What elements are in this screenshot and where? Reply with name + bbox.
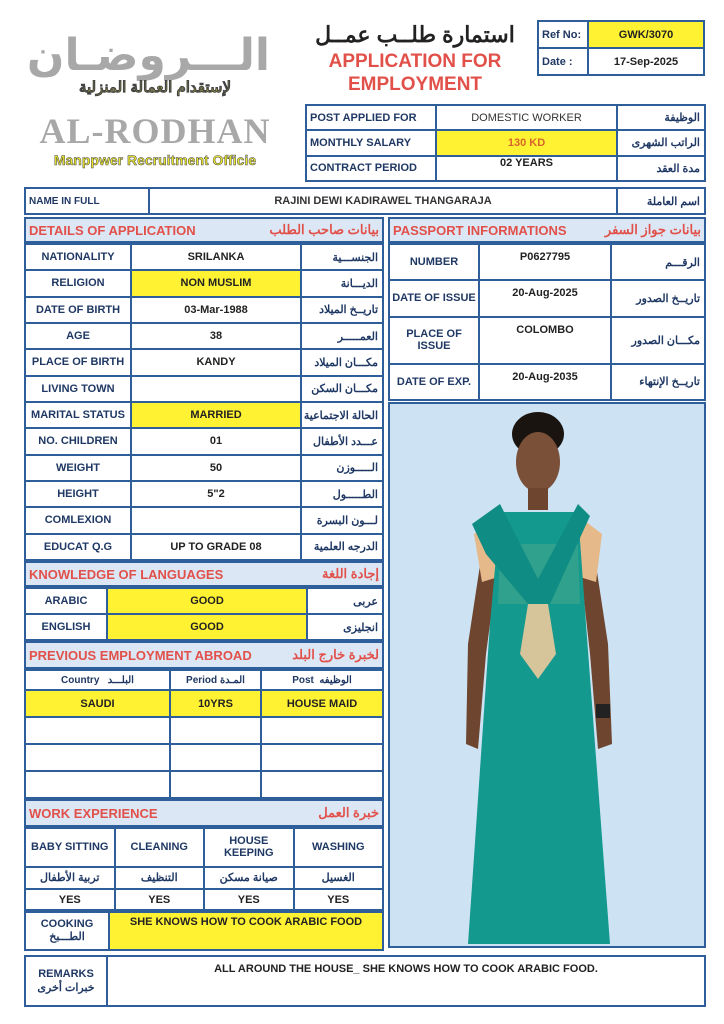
cooking-label bbox=[25, 912, 109, 950]
previous-empty-row bbox=[25, 717, 383, 744]
ref-label: Ref No: bbox=[538, 21, 588, 48]
cooking-label-ar: الطـــبخ bbox=[49, 931, 85, 943]
previous-col-country bbox=[25, 670, 170, 690]
details-row bbox=[25, 428, 383, 454]
languages-table bbox=[24, 587, 384, 641]
neck-shape bbox=[528, 488, 548, 510]
language-value: GOOD bbox=[107, 614, 307, 640]
work-skill-ar: تربية الأطفال bbox=[25, 867, 115, 889]
contract-label-ar: مدة العقد bbox=[617, 156, 705, 181]
work-skill-en: WASHING bbox=[294, 828, 384, 867]
previous-country: SAUDI bbox=[25, 690, 170, 717]
details-label: LIVING TOWN bbox=[25, 376, 131, 402]
work-skill-value: YES bbox=[294, 889, 384, 910]
work-experience-header bbox=[24, 799, 384, 827]
previous-col-period bbox=[170, 670, 261, 690]
date-label: Date : bbox=[538, 48, 588, 75]
work-skill-value: YES bbox=[115, 889, 205, 910]
details-row bbox=[25, 507, 383, 533]
details-value bbox=[131, 376, 301, 402]
post-label-ar: الوظيفة bbox=[617, 105, 705, 130]
face-shape bbox=[516, 432, 560, 492]
work-skill-ar: التنظيف bbox=[115, 867, 205, 889]
details-label-ar: الجنســـية bbox=[301, 244, 383, 270]
previous-title-ar: لخبرة خارج البلد bbox=[292, 647, 379, 662]
language-label-ar: عربى bbox=[307, 588, 383, 614]
remarks-label-ar: خبرات أخرى bbox=[37, 982, 95, 994]
previous-header-row bbox=[25, 670, 383, 690]
details-row bbox=[25, 455, 383, 481]
previous-col-post bbox=[261, 670, 383, 690]
previous-empty-row bbox=[25, 771, 383, 798]
details-label: HEIGHT bbox=[25, 481, 131, 507]
details-label-ar: تاريــخ الميلاد bbox=[301, 297, 383, 323]
details-value: 38 bbox=[131, 323, 301, 349]
reference-box bbox=[537, 20, 705, 76]
passport-label-ar: تاريــخ الصدور bbox=[611, 280, 705, 316]
post-row bbox=[306, 105, 705, 130]
passport-section-header bbox=[388, 217, 706, 243]
contract-row bbox=[306, 156, 705, 181]
remarks-label-en: REMARKS bbox=[38, 968, 94, 980]
details-label: MARITAL STATUS bbox=[25, 402, 131, 428]
passport-title: PASSPORT INFORMATIONS bbox=[393, 222, 567, 238]
details-row bbox=[25, 376, 383, 402]
date-value: 17-Sep-2025 bbox=[588, 48, 704, 75]
details-value: SRILANKA bbox=[131, 244, 301, 270]
post-value: DOMESTIC WORKER bbox=[436, 105, 617, 130]
work-skill-en: BABY SITTING bbox=[25, 828, 115, 867]
remarks-value: ALL AROUND THE HOUSE_ SHE KNOWS HOW TO COOK ARABIC FOOD. bbox=[107, 956, 705, 1006]
contract-value: 02 YEARS bbox=[436, 156, 617, 181]
work-skill-ar: صيانة مسكن bbox=[204, 867, 294, 889]
language-label: ARABIC bbox=[25, 588, 107, 614]
salary-label: MONTHLY SALARY bbox=[306, 130, 436, 155]
form-title-arabic: استمارة طلــب عمــل bbox=[315, 22, 515, 47]
col-country-en: Country bbox=[61, 674, 100, 686]
details-row bbox=[25, 481, 383, 507]
details-row bbox=[25, 297, 383, 323]
passport-label-ar: الرقـــم bbox=[611, 244, 705, 280]
details-row bbox=[25, 323, 383, 349]
details-label-ar: الـــــوزن bbox=[301, 455, 383, 481]
full-name-value: RAJINI DEWI KADIRAWEL THANGARAJA bbox=[149, 188, 617, 214]
col-post-en: Post bbox=[292, 674, 314, 686]
details-value: 03-Mar-1988 bbox=[131, 297, 301, 323]
col-period-en: Period bbox=[186, 674, 218, 686]
passport-row bbox=[389, 364, 705, 400]
post-label: POST APPLIED FOR bbox=[306, 105, 436, 130]
details-label: NATIONALITY bbox=[25, 244, 131, 270]
logo-arabic-name: الـــروضـان bbox=[26, 30, 270, 81]
cooking-value: SHE KNOWS HOW TO COOK ARABIC FOOD bbox=[109, 912, 383, 950]
work-title: WORK EXPERIENCE bbox=[29, 805, 158, 821]
name-label: NAME IN FULL bbox=[25, 188, 149, 214]
details-value: MARRIED bbox=[131, 402, 301, 428]
details-label: PLACE OF BIRTH bbox=[25, 349, 131, 375]
work-title-ar: خبرة العمل bbox=[318, 805, 379, 820]
form-title: APPLICATION FOR EMPLOYMENT bbox=[328, 51, 502, 95]
passport-label-ar: تاريــخ الإنتهاء bbox=[611, 364, 705, 400]
language-label-ar: انجليزى bbox=[307, 614, 383, 640]
details-value: 01 bbox=[131, 428, 301, 454]
details-label: RELIGION bbox=[25, 270, 131, 296]
details-label: DATE OF BIRTH bbox=[25, 297, 131, 323]
cooking-row bbox=[24, 911, 384, 951]
details-row bbox=[25, 349, 383, 375]
details-label-ar: الطـــــول bbox=[301, 481, 383, 507]
work-ar-row bbox=[25, 867, 383, 889]
name-label-ar: اسم العاملة bbox=[617, 188, 705, 214]
details-value: KANDY bbox=[131, 349, 301, 375]
previous-period: 10YRS bbox=[170, 690, 261, 717]
language-value: GOOD bbox=[107, 588, 307, 614]
details-label-ar: الحالة الاجتماعية bbox=[301, 402, 383, 428]
language-row bbox=[25, 614, 383, 640]
work-experience-table bbox=[24, 827, 384, 911]
work-skill-en: CLEANING bbox=[115, 828, 205, 867]
details-label: NO. CHILDREN bbox=[25, 428, 131, 454]
passport-row bbox=[389, 317, 705, 364]
work-skill-en: HOUSE KEEPING bbox=[204, 828, 294, 867]
work-skill-value: YES bbox=[204, 889, 294, 910]
passport-row bbox=[389, 244, 705, 280]
passport-table bbox=[388, 243, 706, 401]
passport-title-ar: بيانات جواز السفر bbox=[604, 222, 701, 237]
salary-value: 130 KD bbox=[436, 130, 617, 155]
passport-label: NUMBER bbox=[389, 244, 479, 280]
details-value bbox=[131, 507, 301, 533]
previous-row bbox=[25, 690, 383, 717]
details-label-ar: الدرجه العلمية bbox=[301, 534, 383, 560]
name-row bbox=[24, 187, 706, 215]
salary-row bbox=[306, 130, 705, 155]
previous-employment-header bbox=[24, 641, 384, 669]
languages-title-ar: إجادة اللغة bbox=[322, 566, 379, 581]
col-post-ar: الوظيفه bbox=[319, 674, 352, 686]
previous-title: PREVIOUS EMPLOYMENT ABROAD bbox=[29, 647, 252, 663]
details-label-ar: مكـــان الميلاد bbox=[301, 349, 383, 375]
languages-title: KNOWLEDGE OF LANGUAGES bbox=[29, 566, 224, 582]
details-value: NON MUSLIM bbox=[131, 270, 301, 296]
person-photo-illustration bbox=[390, 404, 704, 946]
passport-value: 20-Aug-2025 bbox=[479, 280, 611, 316]
details-label: COMLEXION bbox=[25, 507, 131, 533]
logo-english-name: AL-RODHAN bbox=[39, 111, 271, 151]
salary-label-ar: الراتب الشهرى bbox=[617, 130, 705, 155]
details-section-header bbox=[24, 217, 384, 243]
details-row bbox=[25, 534, 383, 560]
work-skill-ar: الغسيل bbox=[294, 867, 384, 889]
details-row bbox=[25, 244, 383, 270]
details-label-ar: الديـــانة bbox=[301, 270, 383, 296]
details-label: EDUCAT Q.G bbox=[25, 534, 131, 560]
passport-value: COLOMBO bbox=[479, 317, 611, 364]
applicant-photo bbox=[388, 402, 706, 948]
passport-label-ar: مكـــان الصدور bbox=[611, 317, 705, 364]
passport-value: P0627795 bbox=[479, 244, 611, 280]
languages-section-header bbox=[24, 561, 384, 587]
previous-employment-table bbox=[24, 669, 384, 799]
details-label: WEIGHT bbox=[25, 455, 131, 481]
details-table bbox=[24, 243, 384, 561]
col-period-ar: المـدة bbox=[219, 674, 245, 686]
previous-post: HOUSE MAID bbox=[261, 690, 383, 717]
col-country-ar: البلـــد bbox=[107, 674, 134, 686]
remarks-label bbox=[25, 956, 107, 1006]
details-label-ar: مكـــان السكن bbox=[301, 376, 383, 402]
logo-arabic-tagline: لإستقدام العمالة المنزلية bbox=[78, 79, 232, 96]
details-value: UP TO GRADE 08 bbox=[131, 534, 301, 560]
remarks-row bbox=[24, 955, 706, 1007]
passport-label: DATE OF EXP. bbox=[389, 364, 479, 400]
work-value-row bbox=[25, 889, 383, 910]
details-value: 5"2 bbox=[131, 481, 301, 507]
passport-value: 20-Aug-2035 bbox=[479, 364, 611, 400]
language-label: ENGLISH bbox=[25, 614, 107, 640]
details-label-ar: لـــون البسرة bbox=[301, 507, 383, 533]
details-title-ar: بيانات صاحب الطلب bbox=[269, 222, 379, 237]
details-row bbox=[25, 402, 383, 428]
details-title: DETAILS OF APPLICATION bbox=[29, 222, 196, 238]
contract-label: CONTRACT PERIOD bbox=[306, 156, 436, 181]
ref-value: GWK/3070 bbox=[588, 21, 704, 48]
details-label: AGE bbox=[25, 323, 131, 349]
passport-row bbox=[389, 280, 705, 316]
wristwatch bbox=[596, 704, 610, 718]
work-en-row bbox=[25, 828, 383, 867]
language-row bbox=[25, 588, 383, 614]
details-label-ar: عـــدد الأطفال bbox=[301, 428, 383, 454]
passport-label: DATE OF ISSUE bbox=[389, 280, 479, 316]
logo-english-tagline: Manppwer Recruitment Officie bbox=[53, 152, 257, 168]
work-skill-value: YES bbox=[25, 889, 115, 910]
details-value: 50 bbox=[131, 455, 301, 481]
cooking-label-en: COOKING bbox=[40, 918, 94, 930]
passport-label: PLACE OF ISSUE bbox=[389, 317, 479, 364]
previous-empty-row bbox=[25, 744, 383, 771]
post-table bbox=[305, 104, 706, 182]
details-row bbox=[25, 270, 383, 296]
details-label-ar: العمـــــر bbox=[301, 323, 383, 349]
